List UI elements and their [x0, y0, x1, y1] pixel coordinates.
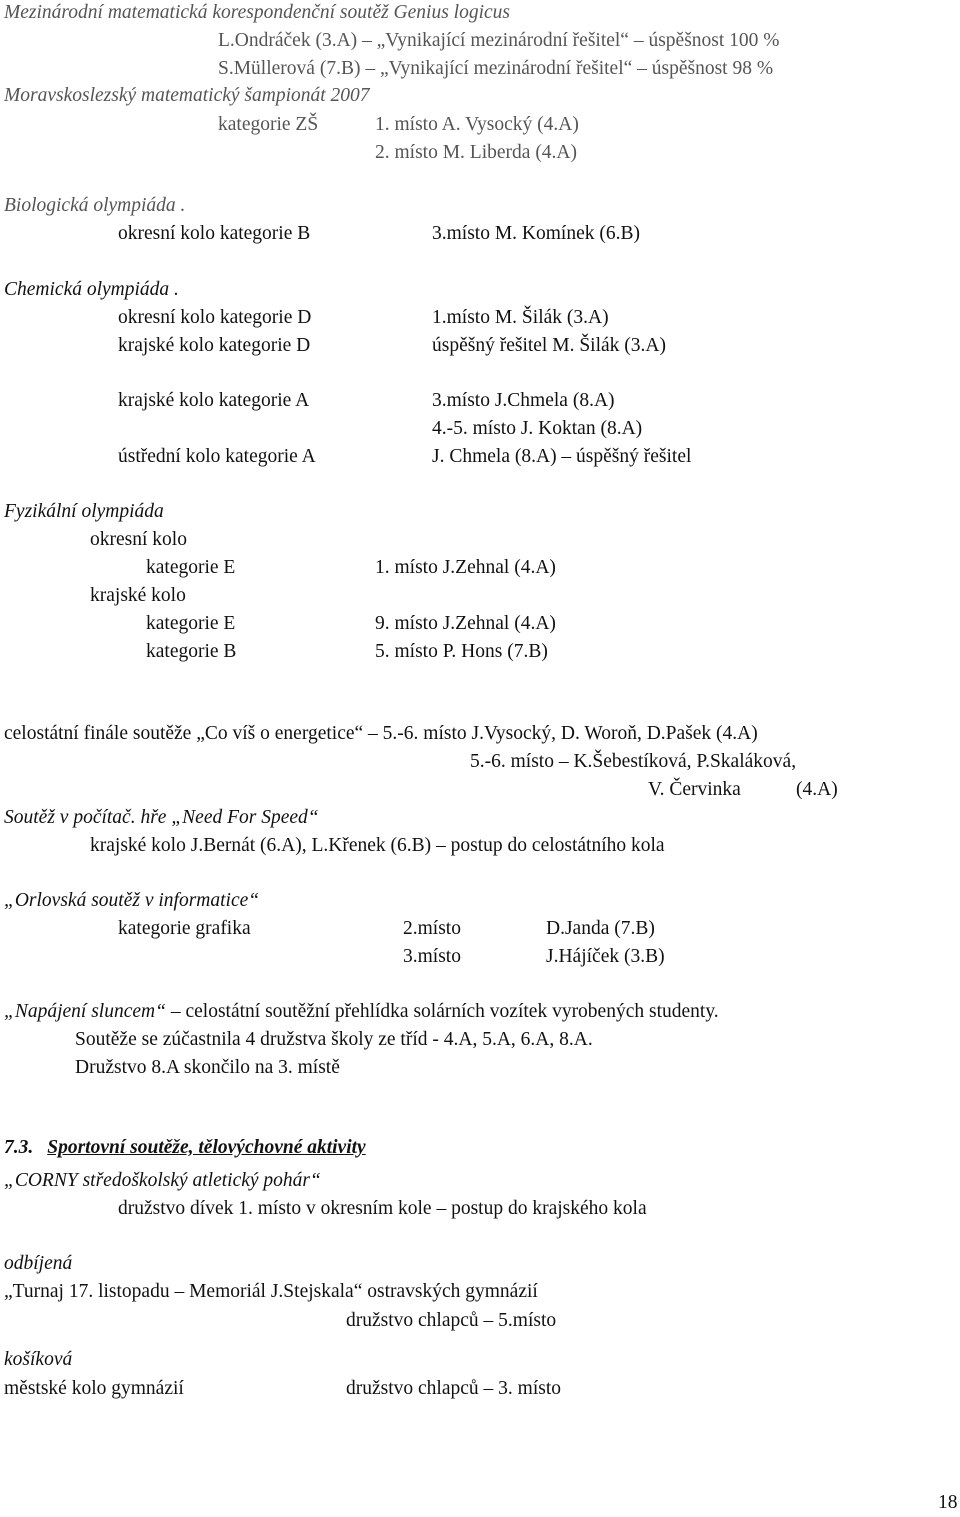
- orl-name-1: D.Janda (7.B): [546, 918, 655, 939]
- odbijena-title: odbíjená: [4, 1253, 73, 1274]
- energ-line-1: celostátní finále soutěže „Co víš o energetice“ – 5.-6. místo J.Vysocký, D. Woroň, D.Pašek (4.A): [4, 723, 758, 744]
- mestske-kolo-result: družstvo chlapců – 3. místo: [346, 1378, 562, 1399]
- energ-line-3a: V. Červinka: [648, 779, 741, 800]
- fyz-category-1: kategorie E: [146, 557, 236, 578]
- corny-title: „CORNY středoškolský atletický pohár“: [4, 1170, 321, 1191]
- chem-result-4: J. Chmela (8.A) – úspěšný řešitel: [432, 446, 692, 467]
- page-number: 18: [938, 1492, 958, 1513]
- corny-result: družstvo dívek 1. místo v okresním kole – postup do krajského kola: [118, 1198, 647, 1219]
- genius-title: Mezinárodní matematická korespondenční soutěž Genius logicus: [4, 2, 511, 23]
- chem-category-1: okresní kolo kategorie D: [118, 307, 312, 328]
- chem-result-2: úspěšný řešitel M. Šilák (3.A): [432, 335, 666, 356]
- chem-category-2: krajské kolo kategorie D: [118, 335, 311, 356]
- chem-result-3: 3.místo J.Chmela (8.A): [432, 390, 615, 411]
- orl-place-2: 3.místo: [403, 946, 461, 967]
- fyz-result-3: 5. místo P. Hons (7.B): [375, 641, 548, 662]
- orl-category: kategorie grafika: [118, 918, 251, 939]
- msk-result-2: 2. místo M. Liberda (4.A): [375, 142, 578, 163]
- nfs-result: krajské kolo J.Bernát (6.A), L.Křenek (6.B) – postup do celostátního kola: [90, 835, 665, 856]
- orl-title: „Orlovská soutěž v informatice“: [4, 890, 260, 911]
- fyz-level-1: okresní kolo: [90, 529, 187, 550]
- bio-title: Biologická olympiáda .: [4, 195, 186, 216]
- orl-name-2: J.Hájíček (3.B): [546, 946, 665, 967]
- mestske-kolo: městské kolo gymnázií: [4, 1378, 184, 1399]
- fyz-category-3: kategorie B: [146, 641, 237, 662]
- energ-line-3b: (4.A): [796, 779, 838, 800]
- napajeni-line-2: Soutěže se zúčastnila 4 družstva školy ze tříd - 4.A, 5.A, 6.A, 8.A.: [75, 1029, 593, 1050]
- bio-result: 3.místo M. Komínek (6.B): [432, 223, 640, 244]
- sport-section-title: Sportovní soutěže, tělovýchovné aktivity: [47, 1137, 366, 1158]
- turnaj-title: „Turnaj 17. listopadu – Memoriál J.Stejskala“ ostravských gymnázií: [4, 1281, 538, 1302]
- sport-section-number: 7.3.: [4, 1137, 34, 1158]
- fyz-category-2: kategorie E: [146, 613, 236, 634]
- chem-category-3: krajské kolo kategorie A: [118, 390, 310, 411]
- napajeni-title: „Napájení sluncem“: [4, 1001, 166, 1022]
- fyz-result-1: 1. místo J.Zehnal (4.A): [375, 557, 556, 578]
- energ-line-2: 5.-6. místo – K.Šebestíková, P.Skaláková,: [470, 751, 797, 772]
- kosikova-title: košíková: [4, 1349, 73, 1370]
- msk-category: kategorie ZŠ: [218, 114, 319, 135]
- chem-title: Chemická olympiáda .: [4, 279, 179, 300]
- chem-result-1: 1.místo M. Šilák (3.A): [432, 307, 609, 328]
- msk-result-1: 1. místo A. Vysocký (4.A): [375, 114, 579, 135]
- chem-category-4: ústřední kolo kategorie A: [118, 446, 316, 467]
- chem-result-3b: 4.-5. místo J. Koktan (8.A): [432, 418, 643, 439]
- napajeni-desc: – celostátní soutěžní přehlídka solárních vozítek vyrobených studenty.: [165, 1001, 719, 1022]
- napajeni-line-3: Družstvo 8.A skončilo na 3. místě: [75, 1057, 340, 1078]
- genius-result-2: S.Müllerová (7.B) – „Vynikající mezinárodní řešitel“ – úspěšnost 98 %: [218, 58, 774, 79]
- bio-category: okresní kolo kategorie B: [118, 223, 311, 244]
- msk-title: Moravskoslezský matematický šampionát 2007: [4, 85, 370, 106]
- napajeni-line-1: [4, 1002, 719, 1022]
- fyz-result-2: 9. místo J.Zehnal (4.A): [375, 613, 556, 634]
- genius-result-1: L.Ondráček (3.A) – „Vynikající mezinárodní řešitel“ – úspěšnost 100 %: [218, 30, 780, 51]
- turnaj-result: družstvo chlapců – 5.místo: [346, 1310, 557, 1331]
- fyz-title: Fyzikální olympiáda: [4, 501, 164, 522]
- nfs-title: Soutěž v počítač. hře „Need For Speed“: [4, 807, 319, 828]
- fyz-level-2: krajské kolo: [90, 585, 186, 606]
- sport-heading: [4, 1138, 366, 1158]
- orl-place-1: 2.místo: [403, 918, 461, 939]
